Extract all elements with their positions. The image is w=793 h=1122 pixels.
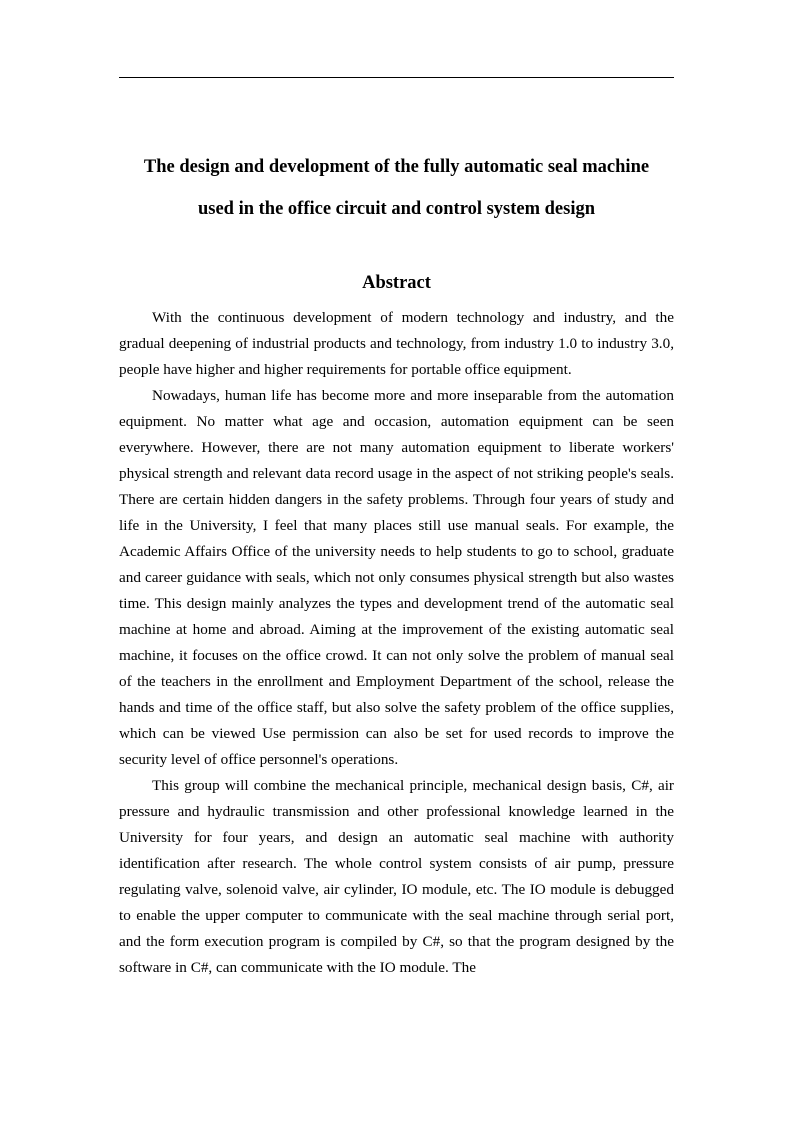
abstract-paragraph-2: Nowadays, human life has become more and more inseparable from the automation equipment. No matter what age and occasion, automation equipment can be seen everywhere. However, there are not many automation equipment to liberate workers' physical strength and relevant data record usage in the aspect of not striking people's seals. There are certain hidden dangers in the safety problems. Through four years of study and life in the University, I feel that many places still use manual seals. For example, the Academic Affairs Office of the university needs to help students to go to school, graduate and career guidance with seals, which not only consumes physical strength but also wastes time. This design mainly analyzes the types and development trend of the automatic seal machine at home and abroad. Aiming at the improvement of the existing automatic seal machine, it focuses on the office crowd. It can not only solve the problem of manual seal of the teachers in the enrollment and Employment Department of the school, release the hands and time of the office staff, but also solve the safety problem of the office supplies, which can be viewed Use permission can also be set for used records to improve the security level of office personnel's operations. bbox=[119, 387, 674, 768]
abstract-body bbox=[119, 305, 674, 981]
header-rule bbox=[119, 77, 674, 78]
abstract-paragraph-3: This group will combine the mechanical principle, mechanical design basis, C#, air pressure and hydraulic transmission and other professional knowledge learned in the University for four years, and design an automatic seal machine with authority identification after research. The whole control system consists of air pump, pressure regulating valve, solenoid valve, air cylinder, IO module, etc. The IO module is debugged to enable the upper computer to communicate with the seal machine through serial port, and the form execution program is compiled by C#, so that the program designed by the software in C#, can communicate with the IO module. The bbox=[119, 777, 674, 976]
paper-title-line-2: used in the office circuit and control system design bbox=[197, 199, 596, 219]
abstract-heading: Abstract bbox=[362, 273, 431, 293]
paper-title bbox=[100, 146, 693, 230]
paper-title-line-1: The design and development of the fully automatic seal machine bbox=[143, 157, 650, 177]
abstract-paragraph-1: With the continuous development of modern technology and industry, and the gradual deepening of industrial products and technology, from industry 1.0 to industry 3.0, people have higher and higher requirements for portable office equipment. bbox=[119, 309, 674, 378]
